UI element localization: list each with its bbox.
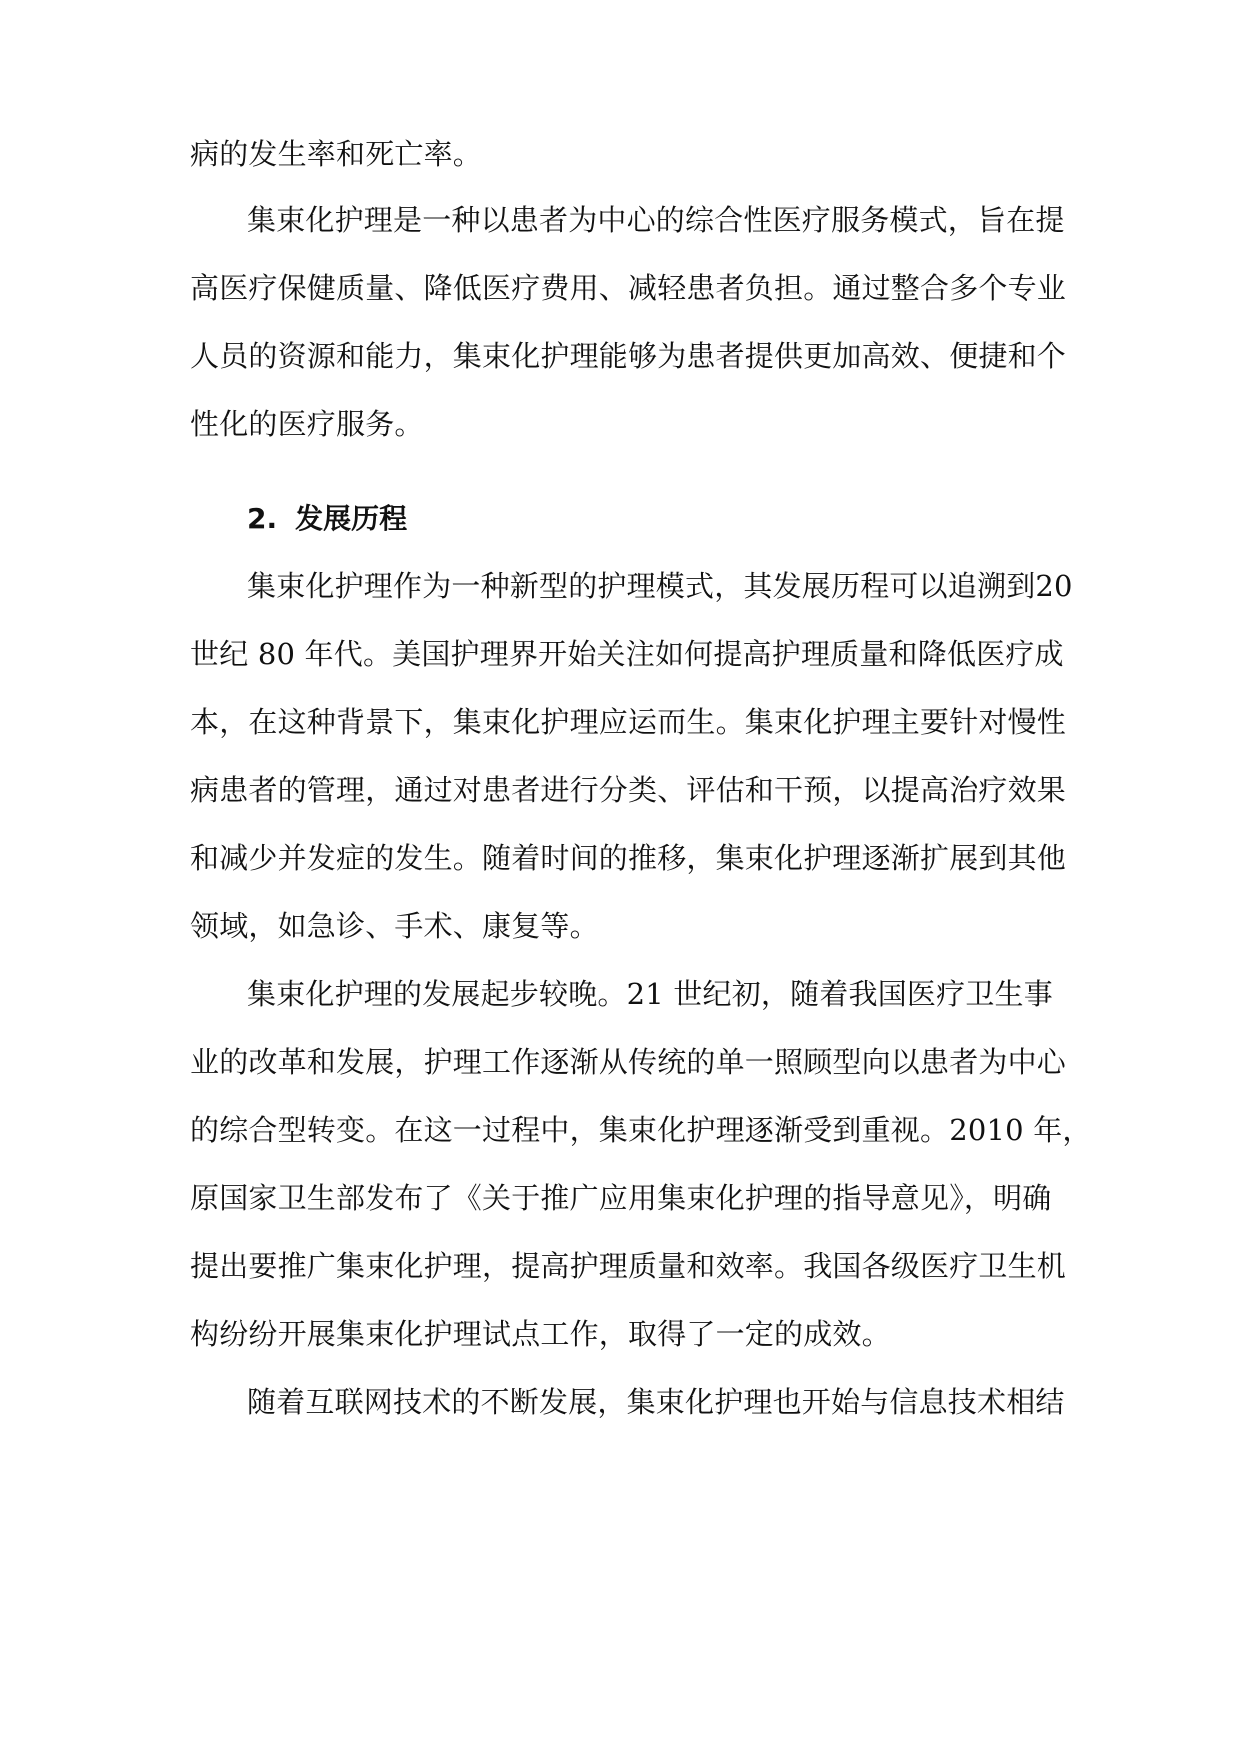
paragraph-line: 提出要推广集束化护理，提高护理质量和效率。我国各级医疗卫生机 [190,1249,1067,1283]
section-title: 发展历程 [295,502,408,535]
paragraph-line: 和减少并发症的发生。随着时间的推移，集束化护理逐渐扩展到其他 [190,841,1067,875]
paragraph-line: 的综合型转变。在这一过程中，集束化护理逐渐受到重视。2010 年， [190,1113,1092,1147]
paragraph-line: 人员的资源和能力，集束化护理能够为患者提供更加高效、便捷和个 [190,339,1067,373]
paragraph-line: 病的发生率和死亡率。 [190,137,483,171]
paragraph-line: 集束化护理作为一种新型的护理模式，其发展历程可以追溯到20 [247,569,1073,603]
section-number: 2. [247,502,278,535]
paragraph-line: 病患者的管理，通过对患者进行分类、评估和干预，以提高治疗效果 [190,773,1067,807]
paragraph-line: 本，在这种背景下，集束化护理应运而生。集束化护理主要针对慢性 [190,705,1067,739]
paragraph-line: 集束化护理的发展起步较晚。21 世纪初，随着我国医疗卫生事 [247,977,1053,1011]
paragraph-line: 领域，如急诊、手术、康复等。 [190,909,599,943]
paragraph-line: 随着互联网技术的不断发展，集束化护理也开始与信息技术相结 [247,1385,1065,1419]
paragraph-line: 业的改革和发展，护理工作逐渐从传统的单一照顾型向以患者为中心 [190,1045,1067,1079]
paragraph-line: 构纷纷开展集束化护理试点工作，取得了一定的成效。 [190,1317,891,1351]
paragraph-line: 原国家卫生部发布了《关于推广应用集束化护理的指导意见》，明确 [190,1181,1052,1215]
paragraph-line: 世纪 80 年代。美国护理界开始关注如何提高护理质量和降低医疗成 [190,637,1064,671]
section-heading [247,499,407,539]
paragraph-line: 性化的医疗服务。 [190,407,424,441]
paragraph-line: 高医疗保健质量、降低医疗费用、减轻患者负担。通过整合多个专业 [190,271,1067,305]
paragraph-line: 集束化护理是一种以患者为中心的综合性医疗服务模式，旨在提 [247,203,1065,237]
